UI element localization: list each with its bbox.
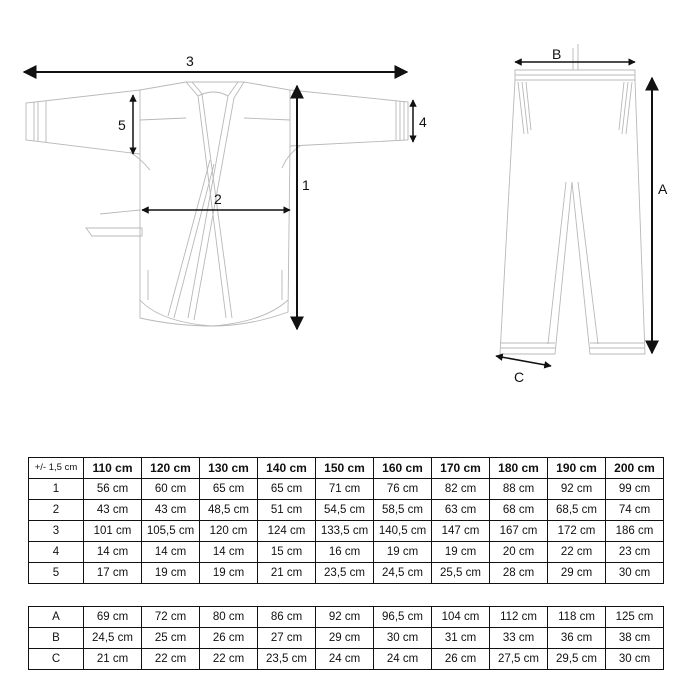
table-cell: 105,5 cm xyxy=(142,521,200,542)
table-cell: 120 cm xyxy=(200,521,258,542)
table-cell: 22 cm xyxy=(142,649,200,670)
dim-label-c: C xyxy=(514,369,525,385)
jacket-size-table xyxy=(28,457,664,584)
table-cell: 24,5 cm xyxy=(84,628,142,649)
table-cell: 25,5 cm xyxy=(432,563,490,584)
table-cell: 21 cm xyxy=(84,649,142,670)
size-header: 130 cm xyxy=(200,458,258,479)
pants-dimension-labels xyxy=(514,46,668,385)
table-cell: 15 cm xyxy=(258,542,316,563)
table-cell: 14 cm xyxy=(84,542,142,563)
table-cell: 65 cm xyxy=(200,479,258,500)
table-cell: 26 cm xyxy=(200,628,258,649)
table-cell: 23 cm xyxy=(606,542,664,563)
table-cell: 96,5 cm xyxy=(374,607,432,628)
dim-label-a: A xyxy=(658,181,668,197)
table-cell: 92 cm xyxy=(316,607,374,628)
size-header: 140 cm xyxy=(258,458,316,479)
table-cell: 186 cm xyxy=(606,521,664,542)
row-label: B xyxy=(29,628,84,649)
table-cell: 71 cm xyxy=(316,479,374,500)
table-cell: 72 cm xyxy=(142,607,200,628)
row-label: 3 xyxy=(29,521,84,542)
table-cell: 99 cm xyxy=(606,479,664,500)
jacket-dimension-labels xyxy=(118,53,427,207)
table-cell: 140,5 cm xyxy=(374,521,432,542)
table-cell: 74 cm xyxy=(606,500,664,521)
table-cell: 29 cm xyxy=(316,628,374,649)
table-cell: 21 cm xyxy=(258,563,316,584)
size-header: 190 cm xyxy=(548,458,606,479)
row-label: C xyxy=(29,649,84,670)
table-cell: 36 cm xyxy=(548,628,606,649)
table-cell: 112 cm xyxy=(490,607,548,628)
dim-label-4: 4 xyxy=(419,114,427,130)
size-header: 120 cm xyxy=(142,458,200,479)
table-cell: 51 cm xyxy=(258,500,316,521)
table-cell: 88 cm xyxy=(490,479,548,500)
pants-size-table xyxy=(28,606,664,670)
table-cell: 19 cm xyxy=(142,563,200,584)
size-header: 110 cm xyxy=(84,458,142,479)
table-row xyxy=(29,500,664,521)
table-cell: 86 cm xyxy=(258,607,316,628)
table-cell: 19 cm xyxy=(432,542,490,563)
table-cell: 27 cm xyxy=(258,628,316,649)
table-cell: 30 cm xyxy=(606,649,664,670)
table-row xyxy=(29,607,664,628)
table-header-row xyxy=(29,458,664,479)
table-cell: 27,5 cm xyxy=(490,649,548,670)
table-cell: 30 cm xyxy=(374,628,432,649)
table-cell: 167 cm xyxy=(490,521,548,542)
row-label: A xyxy=(29,607,84,628)
table-cell: 31 cm xyxy=(432,628,490,649)
pants-drawing xyxy=(500,44,645,354)
table-cell: 58,5 cm xyxy=(374,500,432,521)
table-cell: 125 cm xyxy=(606,607,664,628)
dim-label-3: 3 xyxy=(186,53,194,69)
dim-label-1: 1 xyxy=(302,177,310,193)
table-row xyxy=(29,628,664,649)
dim-arrow-c xyxy=(496,356,551,366)
table-cell: 48,5 cm xyxy=(200,500,258,521)
table-cell: 23,5 cm xyxy=(258,649,316,670)
table-cell: 147 cm xyxy=(432,521,490,542)
table-cell: 104 cm xyxy=(432,607,490,628)
table-cell: 24 cm xyxy=(374,649,432,670)
table-row xyxy=(29,563,664,584)
size-header: 170 cm xyxy=(432,458,490,479)
table-cell: 30 cm xyxy=(606,563,664,584)
row-label: 1 xyxy=(29,479,84,500)
table-cell: 63 cm xyxy=(432,500,490,521)
table-cell: 76 cm xyxy=(374,479,432,500)
table-cell: 38 cm xyxy=(606,628,664,649)
dim-label-b: B xyxy=(552,46,562,62)
size-header: 160 cm xyxy=(374,458,432,479)
tolerance-header: +/- 1,5 cm xyxy=(29,458,84,479)
table-cell: 19 cm xyxy=(200,563,258,584)
table-cell: 28 cm xyxy=(490,563,548,584)
table-cell: 14 cm xyxy=(142,542,200,563)
table-cell: 118 cm xyxy=(548,607,606,628)
table-cell: 25 cm xyxy=(142,628,200,649)
table-cell: 26 cm xyxy=(432,649,490,670)
dim-label-2: 2 xyxy=(214,191,222,207)
table-cell: 19 cm xyxy=(374,542,432,563)
table-cell: 82 cm xyxy=(432,479,490,500)
table-cell: 43 cm xyxy=(84,500,142,521)
table-cell: 92 cm xyxy=(548,479,606,500)
table-cell: 29,5 cm xyxy=(548,649,606,670)
table-cell: 22 cm xyxy=(200,649,258,670)
table-cell: 56 cm xyxy=(84,479,142,500)
table-row xyxy=(29,542,664,563)
table-cell: 68 cm xyxy=(490,500,548,521)
table-cell: 68,5 cm xyxy=(548,500,606,521)
table-cell: 54,5 cm xyxy=(316,500,374,521)
size-header: 200 cm xyxy=(606,458,664,479)
table-row xyxy=(29,479,664,500)
table-cell: 24 cm xyxy=(316,649,374,670)
row-label: 2 xyxy=(29,500,84,521)
table-row xyxy=(29,649,664,670)
size-header: 150 cm xyxy=(316,458,374,479)
size-header: 180 cm xyxy=(490,458,548,479)
table-cell: 101 cm xyxy=(84,521,142,542)
table-row xyxy=(29,521,664,542)
table-cell: 133,5 cm xyxy=(316,521,374,542)
table-cell: 69 cm xyxy=(84,607,142,628)
table-cell: 65 cm xyxy=(258,479,316,500)
table-cell: 17 cm xyxy=(84,563,142,584)
table-cell: 23,5 cm xyxy=(316,563,374,584)
table-cell: 43 cm xyxy=(142,500,200,521)
table-cell: 20 cm xyxy=(490,542,548,563)
table-cell: 29 cm xyxy=(548,563,606,584)
table-cell: 172 cm xyxy=(548,521,606,542)
row-label: 4 xyxy=(29,542,84,563)
dim-label-5: 5 xyxy=(118,117,126,133)
table-cell: 60 cm xyxy=(142,479,200,500)
table-cell: 33 cm xyxy=(490,628,548,649)
table-cell: 80 cm xyxy=(200,607,258,628)
table-cell: 16 cm xyxy=(316,542,374,563)
table-cell: 22 cm xyxy=(548,542,606,563)
table-cell: 14 cm xyxy=(200,542,258,563)
row-label: 5 xyxy=(29,563,84,584)
table-cell: 124 cm xyxy=(258,521,316,542)
table-cell: 24,5 cm xyxy=(374,563,432,584)
